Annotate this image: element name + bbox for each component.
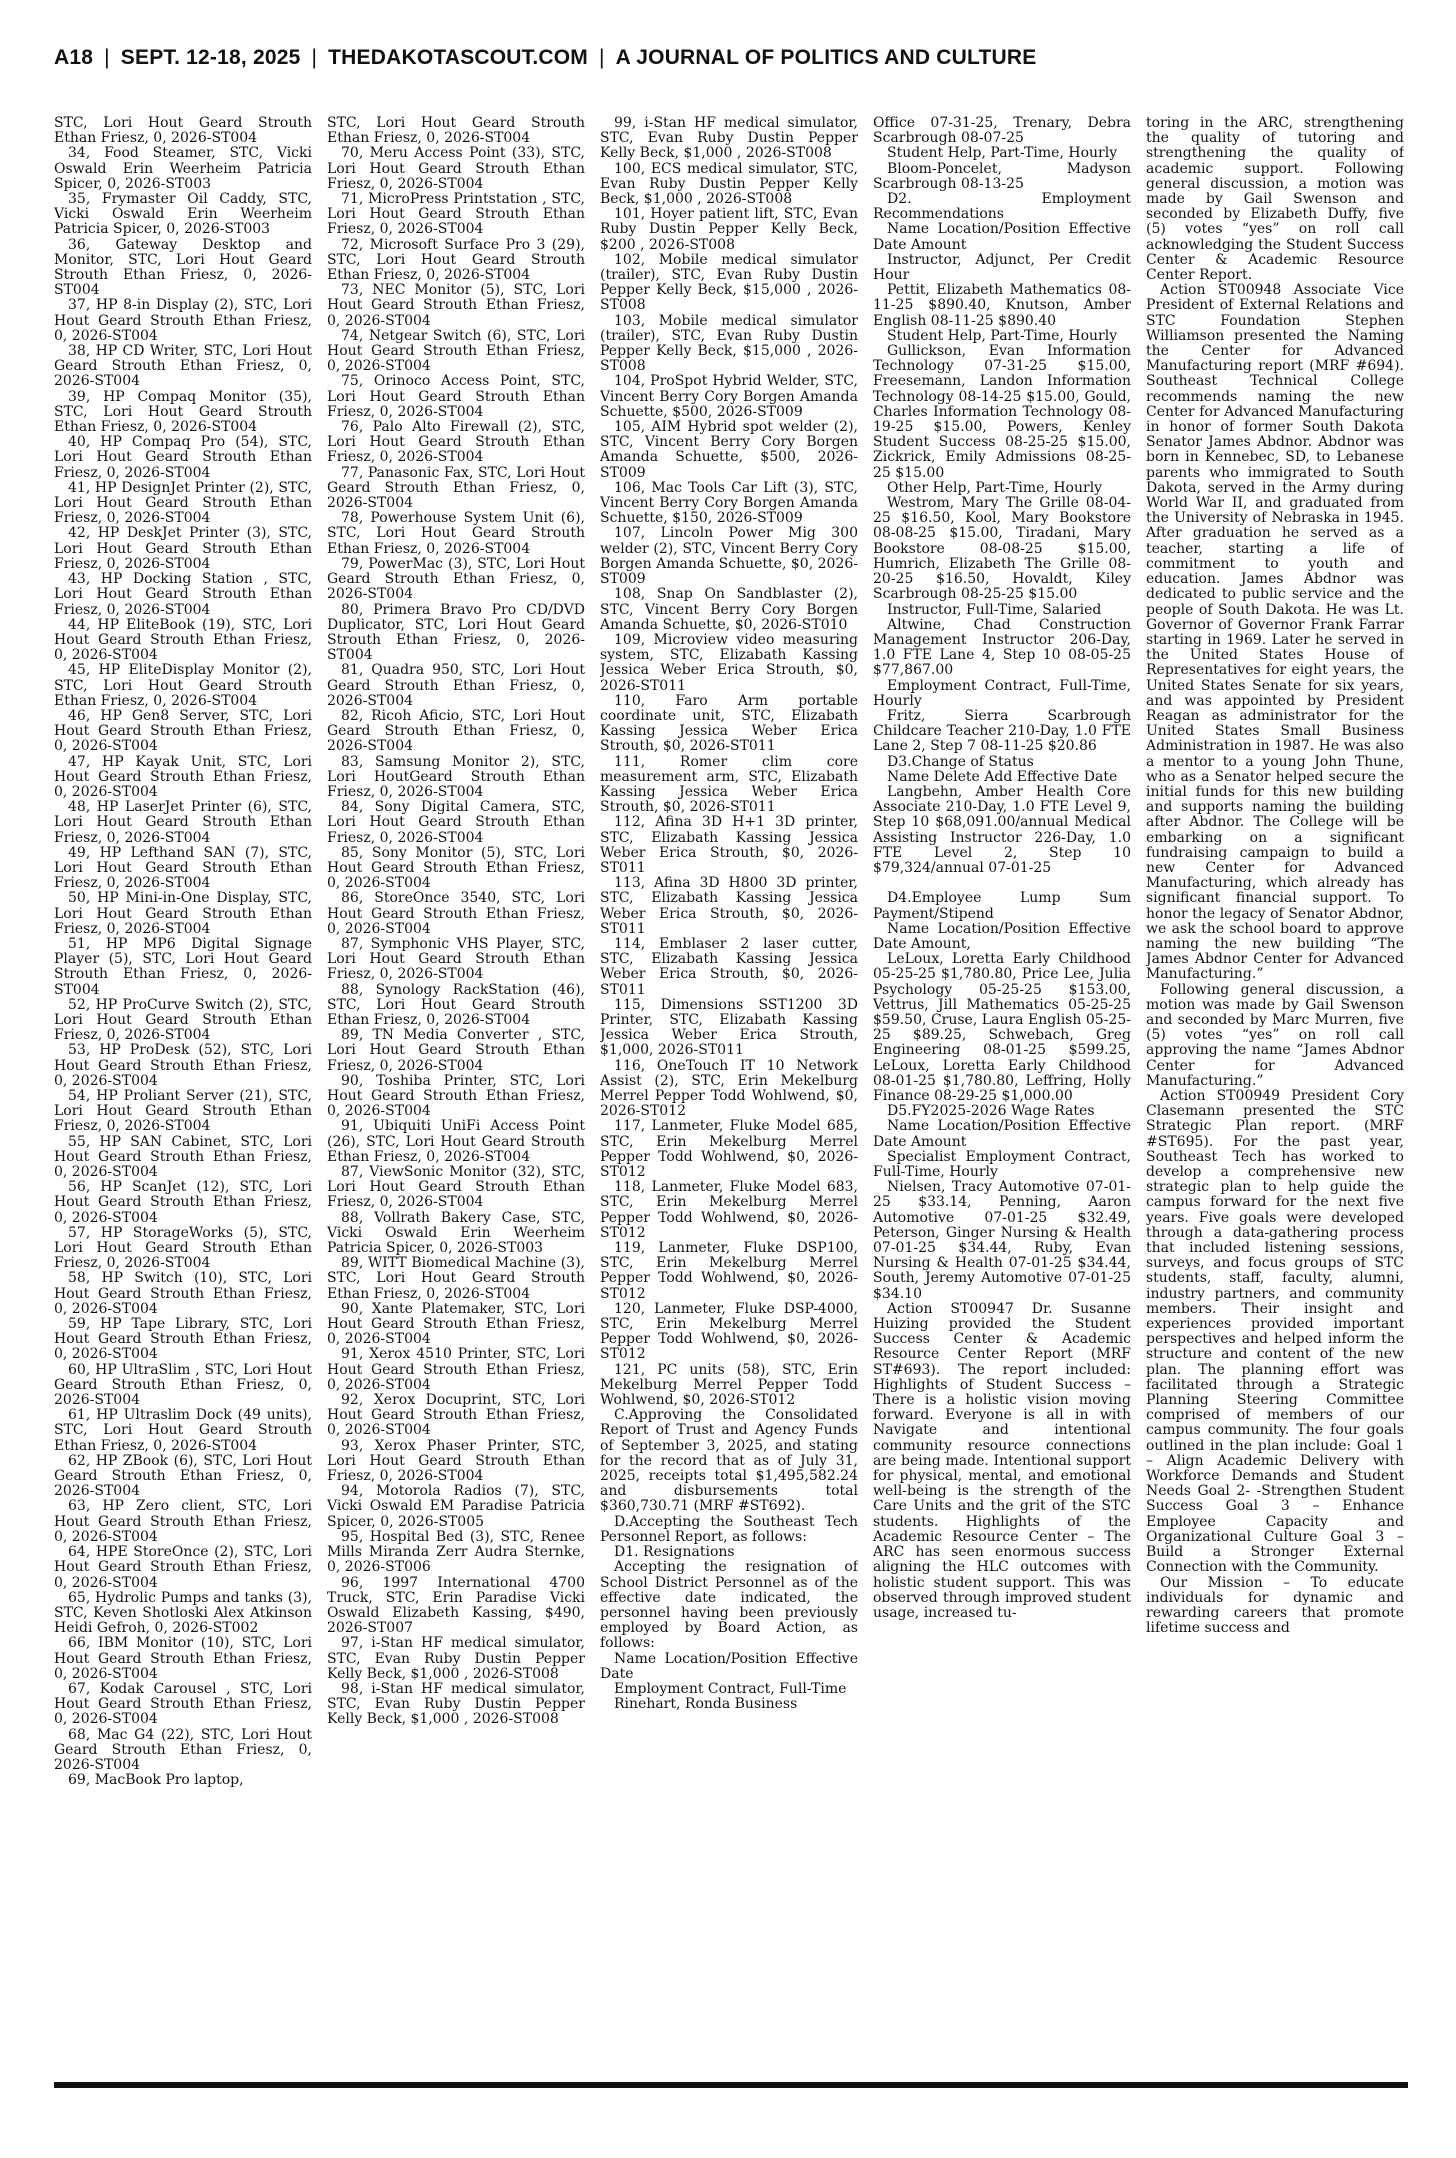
paragraph: 43, HP Docking Station , STC, Lori Hout Geard Strouth Ethan Friesz, 0, 2026-ST004	[54, 571, 312, 618]
paragraph: 99, i-Stan HF medical simulator, STC, Evan Ruby Dustin Pepper Kelly Beck, $1,000 , 2026-ST008	[600, 116, 858, 162]
paragraph: Action ST00947 Dr. Susanne Huizing provided the Student Success Center & Academic Resource Center Report (MRF ST#693). The report included: Highlights of Student Success – There is a holistic vision moving forward. Everyone is all in with Navigate and intentional community resource connections are being made. Intentional support for physical, mental, and emotional well-being is the strength of the Care Units and the grit of the STC students. Highlights of the Academic Resource Center – The ARC has seen enormous success aligning the HLC outcomes with holistic student support. This was observed through improved student usage, increased tu-	[873, 1300, 1131, 1621]
paragraph: 90, Xante Platemaker, STC, Lori Hout Geard Strouth Ethan Friesz, 0, 2026-ST004	[327, 1300, 585, 1348]
paragraph: 93, Xerox Phaser Printer, STC, Lori Hout Geard Strouth Ethan Friesz, 0, 2026-ST004	[327, 1437, 585, 1485]
paragraph: 117, Lanmeter, Fluke Model 685, STC, Erin Mekelburg Merrel Pepper Todd Wohlwend, $0, 2026-ST012	[600, 1118, 858, 1181]
paragraph: 53, HP ProDesk (52), STC, Lori Hout Geard Strouth Ethan Friesz, 0, 2026-ST004	[54, 1042, 312, 1089]
paragraph: 112, Afina 3D H+1 3D printer, STC, Elizabath Kassing Jessica Weber Erica Strouth, $0, 2026-ST011	[600, 814, 858, 876]
paragraph: LeLoux, Loretta Early Childhood 05-25-25 $1,780.80, Price Lee, Julia Psychology 05-25-25 $153.00, Vettrus, Jill Mathematics 05-25-25 $59.50, Cruse, Laura English 05-25-25 $89.25, Schwebach, Greg Engineering 08-01-25 $599.25, LeLoux, Loretta Early Childhood 08-01-25 $1,780.80, Leffring, Holly Finance 08-29-25 $1,000.00	[873, 951, 1131, 1104]
paragraph: 85, Sony Monitor (5), STC, Lori Hout Geard Strouth Ethan Friesz, 0, 2026-ST004	[327, 844, 585, 892]
paragraph: 120, Lanmeter, Fluke DSP-4000, STC, Erin Mekelburg Merrel Pepper Todd Wohlwend, $0, 2026-ST012	[600, 1300, 858, 1363]
paragraph: 36, Gateway Desktop and Monitor, STC, Lori Hout Geard Strouth Ethan Friesz, 0, 2026-ST004	[54, 236, 312, 299]
paragraph: C.Approving the Consolidated Report of Trust and Agency Funds of September 3, 2025, and stating for the record that as of July 31, 2025, receipts total $1,495,582.24 and disbursements total $360,730.71 (MRF #ST692).	[600, 1407, 858, 1515]
paragraph: 38, HP CD Writer, STC, Lori Hout Geard Strouth Ethan Friesz, 0, 2026-ST004	[54, 343, 312, 390]
paragraph: Accepting the resignation of School District Personnel as of the effective date indicated, the personnel having been previously employed by Board Action, as follows:	[600, 1559, 858, 1652]
paragraph: 40, HP Compaq Pro (54), STC, Lori Hout Geard Strouth Ethan Friesz, 0, 2026-ST004	[54, 434, 312, 481]
paragraph: 95, Hospital Bed (3), STC, Renee Mills Miranda Zerr Audra Sternke, 0, 2026-ST006	[327, 1528, 585, 1576]
paragraph: 90, Toshiba Printer, STC, Lori Hout Geard Strouth Ethan Friesz, 0, 2026-ST004	[327, 1072, 585, 1120]
paragraph: 63, HP Zero client, STC, Lori Hout Geard Strouth Ethan Friesz, 0, 2026-ST004	[54, 1498, 312, 1545]
paragraph: 83, Samsung Monitor 2), STC, Lori HoutGeard Strouth Ethan Friesz, 0, 2026-ST004	[327, 753, 585, 800]
paragraph: D4.Employee Lump Sum Payment/Stipend	[873, 890, 1131, 922]
paragraph: 88, Vollrath Bakery Case, STC, Vicki Oswald Erin Weerheim Patricia Spicer, 0, 2026-ST003	[327, 1209, 585, 1257]
paragraph: 100, ECS medical simulator, STC, Evan Ruby Dustin Pepper Kelly Beck, $1,000 , 2026-ST008	[600, 160, 858, 208]
paragraph: 91, Ubiquiti UniFi Access Point (26), STC, Lori Hout Geard Strouth Ethan Friesz, 0, 2026-ST004	[327, 1118, 585, 1165]
paragraph: 72, Microsoft Surface Pro 3 (29), STC, Lori Hout Geard Strouth Ethan Friesz, 0, 2026-ST004	[327, 236, 585, 284]
paragraph: Other Help, Part-Time, Hourly	[887, 479, 1103, 496]
page-header	[54, 46, 1408, 76]
paragraph: 81, Quadra 950, STC, Lori Hout Geard Strouth Ethan Friesz, 0, 2026-ST004	[327, 662, 585, 709]
paragraph: Gullickson, Evan Information Technology 07-31-25 $15.00, Freesemann, Landon Information Technology 08-14-25 $15.00, Gould, Charles Information Technology 08-19-25 $15.00, Powers, Kenley Student Success 08-25-25 $15.00, Zickrick, Emily Admissions 08-25-25 $15.00	[873, 343, 1131, 481]
paragraph: Student Help, Part-Time, Hourly	[887, 327, 1118, 344]
paragraph: Specialist Employment Contract, Full-Time, Hourly	[873, 1148, 1131, 1181]
paragraph: 41, HP DesignJet Printer (2), STC, Lori Hout Geard Strouth Ethan Friesz, 0, 2026-ST004	[54, 479, 312, 527]
paragraph: 87, Symphonic VHS Player, STC, Lori Hout Geard Strouth Ethan Friesz, 0, 2026-ST004	[327, 935, 585, 983]
paragraph: 96, 1997 International 4700 Truck, STC, Erin Paradise Vicki Oswald Elizabeth Kassing, $490, 2026-ST007	[327, 1574, 585, 1637]
paragraph: 65, Hydrolic Pumps and tanks (3), STC, Keven Shotloski Alex Atkinson Heidi Gefroh, 0, 2026-ST002	[54, 1589, 312, 1637]
paragraph: 114, Emblaser 2 laser cutter, STC, Elizabath Kassing Jessica Weber Erica Strouth, $0, 2026-ST011	[600, 935, 858, 998]
header-separator: |	[599, 46, 605, 69]
paragraph: Employment Contract, Full-Time, Hourly	[873, 677, 1131, 709]
paragraph: Name Location/Position Effective Date Amount	[873, 221, 1131, 253]
column-5	[1146, 116, 1404, 2076]
paragraph: 66, IBM Monitor (10), STC, Lori Hout Geard Strouth Ethan Friesz, 0, 2026-ST004	[54, 1635, 312, 1682]
header-separator: |	[104, 46, 110, 69]
paragraph: Instructor, Adjunct, Per Credit Hour	[873, 251, 1131, 284]
paragraph: Our Mission – To educate individuals for dynamic and rewarding careers that promote lifetime success and	[1146, 1574, 1404, 1637]
paragraph: 48, HP LaserJet Printer (6), STC, Lori Hout Geard Strouth Ethan Friesz, 0, 2026-ST004	[54, 799, 312, 846]
bottom-rule	[54, 2082, 1408, 2088]
paragraph: 42, HP DeskJet Printer (3), STC, Lori Hout Geard Strouth Ethan Friesz, 0, 2026-ST004	[54, 525, 312, 572]
paragraph: 69, MacBook Pro laptop,	[68, 1772, 244, 1789]
paragraph: Office 07-31-25, Trenary, Debra Scarbrough 08-07-25	[873, 116, 1131, 147]
paragraph: 55, HP SAN Cabinet, STC, Lori Hout Geard Strouth Ethan Friesz, 0, 2026-ST004	[54, 1133, 312, 1181]
paragraph: 104, ProSpot Hybrid Welder, STC, Vincent Berry Cory Borgen Amanda Schuette, $500, 2026-ST009	[600, 373, 858, 420]
paragraph: 73, NEC Monitor (5), STC, Lori Hout Geard Strouth Ethan Friesz, 0, 2026-ST004	[327, 282, 585, 329]
paragraph: 113, Afina 3D H800 3D printer, STC, Elizabath Kassing Jessica Weber Erica Strouth, $0, 2026-ST011	[600, 875, 858, 937]
paragraph: 75, Orinoco Access Point, STC, Lori Hout Geard Strouth Ethan Friesz, 0, 2026-ST004	[327, 373, 585, 420]
paragraph: Action ST00949 President Cory Clasemann presented the STC Strategic Plan report. (MRF #ST695). For the past year, Southeast Tech has worked to develop a comprehensive new strategic plan to help guide the campus forward for the next five years. Five goals were developed through a data-gathering process that included listening sessions, surveys, and focus groups of STC students, staff, faculty, alumni, industry partners, and community members. Their insight and experiences provided important perspectives and helped inform the structure and content of the new plan. The planning effort was facilitated through a Strategic Planning Steering Committee comprised of members of our campus community. The four goals outlined in the plan include: Goal 1 – Align Academic Delivery with Workforce Demands and Student Needs Goal 2- -Strengthen Student Success Goal 3 – Enhance Employee Capacity and Organizational Culture Goal 3 – Build a Stronger External Connection with the Community.	[1146, 1088, 1404, 1576]
column-3	[600, 116, 858, 2076]
paragraph: 37, HP 8-in Display (2), STC, Lori Hout Geard Strouth Ethan Friesz, 0, 2026-ST004	[54, 297, 312, 344]
paragraph: Fritz, Sierra Scarbrough Childcare Teacher 210-Day, 1.0 FTE Lane 2, Step 7 08-11-25 $20.86	[873, 707, 1131, 755]
paragraph: 119, Lanmeter, Fluke DSP100, STC, Erin Mekelburg Merrel Pepper Todd Wohlwend, $0, 2026-ST012	[600, 1240, 858, 1302]
paragraph: 109, Microview video measuring system, STC, Elizabath Kassing Jessica Weber Erica Strouth, $0, 2026-ST011	[600, 631, 858, 694]
paragraph: 60, HP UltraSlim , STC, Lori Hout Geard Strouth Ethan Friesz, 0, 2026-ST004	[54, 1361, 312, 1409]
paragraph: 35, Frymaster Oil Caddy, STC, Vicki Oswald Erin Weerheim Patricia Spicer, 0, 2026-ST003	[54, 191, 312, 238]
column-1	[54, 116, 312, 2076]
paragraph: Instructor, Full-Time, Salaried	[887, 601, 1102, 618]
paragraph: 115, Dimensions SST1200 3D Printer, STC, Elizabath Kassing Jessica Weber Erica Strouth, $1,000, 2026-ST011	[600, 996, 858, 1059]
paragraph: 45, HP EliteDisplay Monitor (2), STC, Lori Hout Geard Strouth Ethan Friesz, 0, 2026-ST004	[54, 662, 312, 709]
paragraph: 59, HP Tape Library, STC, Lori Hout Geard Strouth Ethan Friesz, 0, 2026-ST004	[54, 1316, 312, 1363]
paragraph: Westrom, Mary The Grille 08-04-25 $16.50, Kool, Mary Bookstore 08-08-25 $15.00, Tiradani, Mary Bookstore 08-08-25 $15.00, Humrich, Elizabeth The Grille 08-20-25 $16.50, Hovaldt, Kiley Scarbrough 08-25-25 $15.00	[873, 495, 1131, 603]
paragraph: 82, Ricoh Aficio, STC, Lori Hout Geard Strouth Ethan Friesz, 0, 2026-ST004	[327, 707, 585, 755]
paragraph: toring in the ARC, strengthening the quality of tutoring and strengthening the quality of academic support. Following general discussion, a motion was made by Gail Swenson and seconded by Elizabeth Duffy, five (5) votes “yes” on roll call acknowledging the Student Success Center & Academic Resource Center Report.	[1146, 116, 1404, 284]
paragraph: 84, Sony Digital Camera, STC, Lori Hout Geard Strouth Ethan Friesz, 0, 2026-ST004	[327, 799, 585, 846]
paragraph: D5.FY2025-2026 Wage Rates	[887, 1103, 1095, 1120]
paragraph: D1. Resignations	[614, 1544, 735, 1561]
paragraph: Name Delete Add Effective Date	[887, 768, 1118, 785]
paragraph: STC, Lori Hout Geard Strouth Ethan Friesz, 0, 2026-ST004	[54, 116, 312, 147]
paragraph: Name Location/Position Effective Date Amount	[873, 1118, 1131, 1150]
paragraph: 97, i-Stan HF medical simulator, STC, Evan Ruby Dustin Pepper Kelly Beck, $1,000 , 2026-ST008	[327, 1635, 585, 1682]
paragraph: 94, Motorola Radios (7), STC, Vicki Oswald EM Paradise Patricia Spicer, 0, 2026-ST005	[327, 1483, 585, 1530]
paragraph: 76, Palo Alto Firewall (2), STC, Lori Hout Geard Strouth Ethan Friesz, 0, 2026-ST004	[327, 419, 585, 466]
paragraph: 87, ViewSonic Monitor (32), STC, Lori Hout Geard Strouth Ethan Friesz, 0, 2026-ST004	[327, 1164, 585, 1211]
paragraph: 116, OneTouch IT 10 Network Assist (2), STC, Erin Mekelburg Merrel Pepper Todd Wohlwend, $0, 2026-ST012	[600, 1057, 858, 1120]
paragraph: 101, Hoyer patient lift, STC, Evan Ruby Dustin Pepper Kelly Beck, $200 , 2026-ST008	[600, 206, 858, 253]
paragraph: Nielsen, Tracy Automotive 07-01-25 $33.14, Penning, Aaron Automotive 07-01-25 $32.49, Peterson, Ginger Nursing & Health 07-01-25 $34.44, Ruby, Evan Nursing & Health 07-01-25 $34.44, South, Jeremy Automotive 07-01-25 $34.10	[873, 1179, 1131, 1302]
paragraph: 98, i-Stan HF medical simulator, STC, Evan Ruby Dustin Pepper Kelly Beck, $1,000 , 2026-ST008	[327, 1680, 585, 1728]
paragraph: 80, Primera Bravo Pro CD/DVD Duplicator, STC, Lori Hout Geard Strouth Ethan Friesz, 0, 2026-ST004	[327, 601, 585, 664]
paragraph: 71, MicroPress Printstation , STC, Lori Hout Geard Strouth Ethan Friesz, 0, 2026-ST004	[327, 191, 585, 238]
column-4	[873, 116, 1131, 2076]
paragraph: 58, HP Switch (10), STC, Lori Hout Geard Strouth Ethan Friesz, 0, 2026-ST004	[54, 1270, 312, 1317]
paragraph: Following general discussion, a motion was made by Gail Swenson and seconded by Marc Murren, five (5) votes “yes” on roll call approving the name “James Abdnor Center for Advanced Manufacturing.”	[1146, 981, 1404, 1089]
paragraph: 121, PC units (58), STC, Erin Mekelburg Merrel Pepper Todd Wohlwend, $0, 2026-ST012	[600, 1361, 858, 1409]
paragraph: 56, HP ScanJet (12), STC, Lori Hout Geard Strouth Ethan Friesz, 0, 2026-ST004	[54, 1179, 312, 1226]
paragraph: 86, StoreOnce 3540, STC, Lori Hout Geard Strouth Ethan Friesz, 0, 2026-ST004	[327, 890, 585, 937]
paragraph: Pettit, Elizabeth Mathematics 08-11-25 $890.40, Knutson, Amber English 08-11-25 $890.40	[873, 282, 1131, 329]
paragraph: 34, Food Steamer, STC, Vicki Oswald Erin Weerheim Patricia Spicer, 0, 2026-ST003	[54, 145, 312, 192]
paragraph: Langbehn, Amber Health Core Associate 210-Day, 1.0 FTE Level 9, Step 10 $68,091.00/annual Medical Assisting Instructor 226-Day, 1.0 FTE Level 2, Step 10 $79,324/annual 07-01-25	[873, 783, 1131, 876]
paragraph: D.Accepting the Southeast Tech Personnel Report, as follows:	[600, 1513, 858, 1545]
paragraph: 61, HP Ultraslim Dock (49 units), STC, Lori Hout Geard Strouth Ethan Friesz, 0, 2026-ST004	[54, 1407, 312, 1454]
paragraph: Action ST00948 Associate Vice President of External Relations and STC Foundation Stephen Williamson presented the Naming the Center for Advanced Manufacturing report (MRF #694). Southeast Technical College recommends naming the new Center for Advanced Manufacturing in honor of former South Dakota Senator James Abdnor. Abdnor was born in Kennebec, SD, to Lebanese parents who immigrated to South Dakota, served in the Army during World War II, and graduated from the University of Nebraska in 1945. After graduation he served as a teacher, starting a life of commitment to youth and education. James Abdnor was dedicated to public service and the people of South Dakota. He was Lt. Governor of Governor Frank Farrar starting in 1969. Later he served in the United States House of Representatives for eight years, the United States Senate for six years, and was appointed by President Reagan as administrator for the United States Small Business Administration in 1987. He was also a mentor to a young John Thune, who as a Senator helped secure the initial funds for this new building and supports naming the building after Abdnor. The College will be embarking on a significant fundraising campaign to build a new Center for Advanced Manufacturing, which already has significant financial support. To honor the legacy of Senator Abdnor, we ask the school board to approve naming the new building “The James Abdnor Center for Advanced Manufacturing.”	[1146, 282, 1404, 983]
paragraph: 89, WITT Biomedical Machine (3), STC, Lori Hout Geard Strouth Ethan Friesz, 0, 2026-ST004	[327, 1255, 585, 1302]
paragraph: 49, HP Lefthand SAN (7), STC, Lori Hout Geard Strouth Ethan Friesz, 0, 2026-ST004	[54, 844, 312, 892]
paragraph: 111, Romer clim core measurement arm, STC, Elizabath Kassing Jessica Weber Erica Strouth, $0, 2026-ST011	[600, 753, 858, 816]
paragraph: D2. Employment Recommendations	[873, 191, 1131, 223]
paragraph: 51, HP MP6 Digital Signage Player (5), STC, Lori Hout Geard Strouth Ethan Friesz, 0, 2026-ST004	[54, 935, 312, 998]
paragraph: Rinehart, Ronda Business	[614, 1696, 798, 1713]
site-name: THEDAKOTASCOUT.COM	[328, 46, 588, 69]
paragraph: 70, Meru Access Point (33), STC, Lori Hout Geard Strouth Ethan Friesz, 0, 2026-ST004	[327, 145, 585, 192]
paragraph: 68, Mac G4 (22), STC, Lori Hout Geard Strouth Ethan Friesz, 0, 2026-ST004	[54, 1726, 312, 1773]
paragraph: Name Location/Position Effective Date	[600, 1650, 858, 1682]
paragraph: 88, Synology RackStation (46), STC, Lori Hout Geard Strouth Ethan Friesz, 0, 2026-ST004	[327, 981, 585, 1028]
article-columns	[54, 116, 1408, 2076]
paragraph: 50, HP Mini-in-One Display, STC, Lori Hout Geard Strouth Ethan Friesz, 0, 2026-ST004	[54, 890, 312, 937]
paragraph: 91, Xerox 4510 Printer, STC, Lori Hout Geard Strouth Ethan Friesz, 0, 2026-ST004	[327, 1346, 585, 1393]
paragraph: 107, Lincoln Power Mig 300 welder (2), STC, Vincent Berry Cory Borgen Amanda Schuette, $0, 2026-ST009	[600, 525, 858, 588]
paragraph: 92, Xerox Docuprint, STC, Lori Hout Geard Strouth Ethan Friesz, 0, 2026-ST004	[327, 1392, 585, 1439]
issue-date: SEPT. 12-18, 2025	[120, 46, 301, 69]
paragraph: 103, Mobile medical simulator (trailer), STC, Evan Ruby Dustin Pepper Kelly Beck, $15,000 , 2026-ST008	[600, 312, 858, 375]
paragraph: 118, Lanmeter, Fluke Model 683, STC, Erin Mekelburg Merrel Pepper Todd Wohlwend, $0, 2026-ST012	[600, 1179, 858, 1241]
column-2	[327, 116, 585, 2076]
paragraph: 54, HP Proliant Server (21), STC, Lori Hout Geard Strouth Ethan Friesz, 0, 2026-ST004	[54, 1088, 312, 1135]
paragraph: D3.Change of Status	[887, 753, 1034, 770]
paragraph: 78, Powerhouse System Unit (6), STC, Lori Hout Geard Strouth Ethan Friesz, 0, 2026-ST004	[327, 510, 585, 557]
paragraph: 64, HPE StoreOnce (2), STC, Lori Hout Geard Strouth Ethan Friesz, 0, 2026-ST004	[54, 1544, 312, 1591]
paragraph: 57, HP StorageWorks (5), STC, Lori Hout Geard Strouth Ethan Friesz, 0, 2026-ST004	[54, 1224, 312, 1272]
paragraph: Bloom-Poncelet, Madyson Scarbrough 08-13-25	[873, 160, 1131, 192]
paragraph: Employment Contract, Full-Time	[614, 1680, 847, 1697]
page-number: A18	[54, 46, 94, 69]
paragraph: Student Help, Part-Time, Hourly	[887, 145, 1118, 162]
paragraph: 89, TN Media Converter , STC, Lori Hout Geard Strouth Ethan Friesz, 0, 2026-ST004	[327, 1027, 585, 1074]
paragraph: 108, Snap On Sandblaster (2), STC, Vincent Berry Cory Borgen Amanda Schuette, $0, 2026-ST010	[600, 586, 858, 633]
paragraph: Altwine, Chad Construction Management Instructor 206-Day, 1.0 FTE Lane 4, Step 10 08-05-25 $77,867.00	[873, 616, 1131, 679]
tagline: A JOURNAL OF POLITICS AND CULTURE	[615, 46, 1037, 69]
paragraph: 39, HP Compaq Monitor (35), STC, Lori Hout Geard Strouth Ethan Friesz, 0, 2026-ST004	[54, 388, 312, 436]
paragraph: 105, AIM Hybrid spot welder (2), STC, Vincent Berry Cory Borgen Amanda Schuette, $500, 2026-ST009	[600, 419, 858, 481]
paragraph: 77, Panasonic Fax, STC, Lori Hout Geard Strouth Ethan Friesz, 0, 2026-ST004	[327, 464, 585, 512]
paragraph: 106, Mac Tools Car Lift (3), STC, Vincent Berry Cory Borgen Amanda Schuette, $150, 2026-ST009	[600, 479, 858, 527]
header-separator: |	[311, 46, 318, 69]
paragraph: Name Location/Position Effective Date Amount,	[873, 920, 1131, 952]
paragraph: STC, Lori Hout Geard Strouth Ethan Friesz, 0, 2026-ST004	[327, 116, 585, 147]
paragraph: 79, PowerMac (3), STC, Lori Hout Geard Strouth Ethan Friesz, 0, 2026-ST004	[327, 555, 585, 603]
paragraph: 67, Kodak Carousel , STC, Lori Hout Geard Strouth Ethan Friesz, 0, 2026-ST004	[54, 1680, 312, 1728]
paragraph: 62, HP ZBook (6), STC, Lori Hout Geard Strouth Ethan Friesz, 0, 2026-ST004	[54, 1452, 312, 1500]
paragraph: 74, Netgear Switch (6), STC, Lori Hout Geard Strouth Ethan Friesz, 0, 2026-ST004	[327, 327, 585, 375]
paragraph: 44, HP EliteBook (19), STC, Lori Hout Geard Strouth Ethan Friesz, 0, 2026-ST004	[54, 616, 312, 664]
paragraph: 102, Mobile medical simulator (trailer), STC, Evan Ruby Dustin Pepper Kelly Beck, $15,000 , 2026-ST008	[600, 251, 858, 314]
paragraph: 47, HP Kayak Unit, STC, Lori Hout Geard Strouth Ethan Friesz, 0, 2026-ST004	[54, 753, 312, 800]
paragraph	[873, 876, 1131, 891]
paragraph: 52, HP ProCurve Switch (2), STC, Lori Hout Geard Strouth Ethan Friesz, 0, 2026-ST004	[54, 996, 312, 1044]
paragraph: 110, Faro Arm portable coordinate unit, STC, Elizabath Kassing Jessica Weber Erica Strouth, $0, 2026-ST011	[600, 692, 858, 755]
paragraph: 46, HP Gen8 Server, STC, Lori Hout Geard Strouth Ethan Friesz, 0, 2026-ST004	[54, 707, 312, 755]
